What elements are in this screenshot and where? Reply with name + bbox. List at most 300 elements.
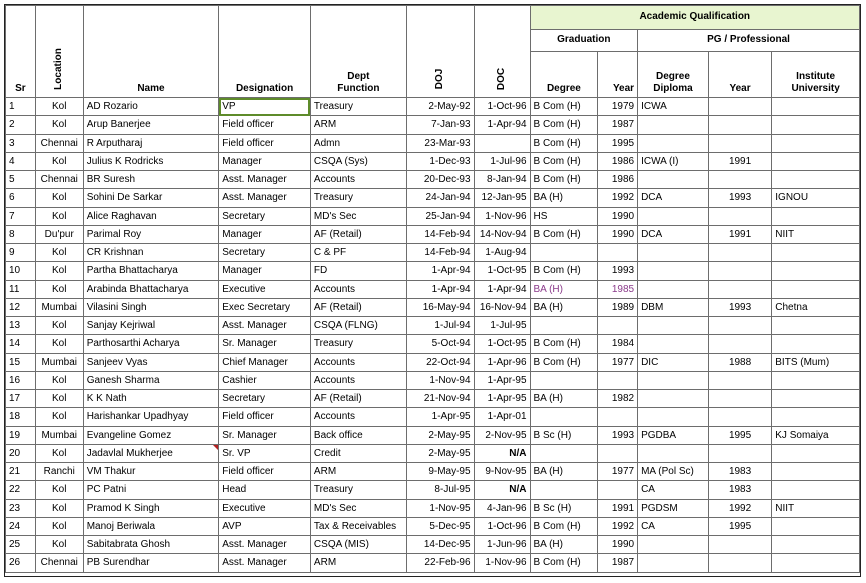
- cell-degree[interactable]: B Com (H): [530, 116, 598, 134]
- cell-degree[interactable]: BA (H): [530, 189, 598, 207]
- header-degree-diploma[interactable]: Degree Diploma: [638, 52, 709, 98]
- cell-dept[interactable]: Accounts: [310, 371, 406, 389]
- cell-designation[interactable]: Exec Secretary: [219, 298, 311, 316]
- cell-location[interactable]: Kol: [35, 335, 83, 353]
- cell-name[interactable]: Jadavlal Mukherjee: [83, 444, 219, 462]
- cell-year[interactable]: 1995: [598, 134, 638, 152]
- cell-degree[interactable]: [530, 408, 598, 426]
- cell-doj[interactable]: 22-Oct-94: [406, 353, 474, 371]
- cell-degree[interactable]: B Com (H): [530, 517, 598, 535]
- cell-pg-degree[interactable]: [638, 134, 709, 152]
- cell-designation[interactable]: Field officer: [219, 134, 311, 152]
- cell-doc[interactable]: 1-Jul-95: [474, 317, 530, 335]
- cell-sr[interactable]: 17: [6, 390, 36, 408]
- cell-pg-year[interactable]: 1991: [708, 152, 771, 170]
- cell-year[interactable]: 1993: [598, 426, 638, 444]
- cell-degree[interactable]: BA (H): [530, 280, 598, 298]
- cell-designation[interactable]: Secretary: [219, 207, 311, 225]
- cell-year[interactable]: 1993: [598, 262, 638, 280]
- cell-institute[interactable]: [772, 207, 860, 225]
- cell-pg-degree[interactable]: CA: [638, 517, 709, 535]
- cell-name[interactable]: AD Rozario: [83, 98, 219, 116]
- cell-pg-degree[interactable]: MA (Pol Sc): [638, 463, 709, 481]
- cell-doc[interactable]: 1-Oct-95: [474, 335, 530, 353]
- cell-doc[interactable]: 9-Nov-95: [474, 463, 530, 481]
- cell-degree[interactable]: B Sc (H): [530, 499, 598, 517]
- cell-doc[interactable]: N/A: [474, 481, 530, 499]
- cell-doc[interactable]: 16-Nov-94: [474, 298, 530, 316]
- cell-pg-degree[interactable]: [638, 444, 709, 462]
- cell-degree[interactable]: B Com (H): [530, 225, 598, 243]
- cell-pg-year[interactable]: [708, 134, 771, 152]
- cell-name[interactable]: VM Thakur: [83, 463, 219, 481]
- cell-doc[interactable]: 1-Oct-96: [474, 517, 530, 535]
- cell-name[interactable]: Pramod K Singh: [83, 499, 219, 517]
- cell-sr[interactable]: 1: [6, 98, 36, 116]
- header-pg-year[interactable]: Year: [708, 52, 771, 98]
- cell-doc[interactable]: 12-Jan-95: [474, 189, 530, 207]
- cell-institute[interactable]: [772, 517, 860, 535]
- cell-degree[interactable]: BA (H): [530, 536, 598, 554]
- cell-degree[interactable]: [530, 444, 598, 462]
- cell-designation[interactable]: Secretary: [219, 244, 311, 262]
- cell-name[interactable]: CR Krishnan: [83, 244, 219, 262]
- cell-designation[interactable]: Manager: [219, 225, 311, 243]
- cell-year[interactable]: [598, 317, 638, 335]
- cell-doj[interactable]: 1-Apr-95: [406, 408, 474, 426]
- cell-doj[interactable]: 20-Dec-93: [406, 171, 474, 189]
- header-location[interactable]: Location: [35, 6, 83, 98]
- cell-designation[interactable]: Manager: [219, 152, 311, 170]
- cell-location[interactable]: Du'pur: [35, 225, 83, 243]
- cell-pg-year[interactable]: 1991: [708, 225, 771, 243]
- cell-doc[interactable]: 1-Jul-96: [474, 152, 530, 170]
- cell-pg-year[interactable]: [708, 262, 771, 280]
- cell-institute[interactable]: [772, 152, 860, 170]
- cell-degree[interactable]: BA (H): [530, 298, 598, 316]
- cell-name[interactable]: Harishankar Upadhyay: [83, 408, 219, 426]
- cell-location[interactable]: Kol: [35, 98, 83, 116]
- cell-name[interactable]: R Arputharaj: [83, 134, 219, 152]
- cell-institute[interactable]: KJ Somaiya: [772, 426, 860, 444]
- cell-location[interactable]: Kol: [35, 152, 83, 170]
- cell-institute[interactable]: [772, 171, 860, 189]
- cell-institute[interactable]: [772, 134, 860, 152]
- cell-doc[interactable]: 1-Nov-96: [474, 207, 530, 225]
- cell-institute[interactable]: Chetna: [772, 298, 860, 316]
- header-name[interactable]: Name: [83, 6, 219, 98]
- cell-designation[interactable]: Secretary: [219, 390, 311, 408]
- cell-sr[interactable]: 21: [6, 463, 36, 481]
- cell-name[interactable]: Sabitabrata Ghosh: [83, 536, 219, 554]
- cell-doj[interactable]: 5-Dec-95: [406, 517, 474, 535]
- cell-designation[interactable]: Asst. Manager: [219, 554, 311, 572]
- cell-dept[interactable]: Accounts: [310, 171, 406, 189]
- cell-degree[interactable]: BA (H): [530, 463, 598, 481]
- cell-designation[interactable]: Asst. Manager: [219, 536, 311, 554]
- cell-institute[interactable]: [772, 536, 860, 554]
- cell-sr[interactable]: 24: [6, 517, 36, 535]
- cell-institute[interactable]: [772, 262, 860, 280]
- cell-year[interactable]: 1986: [598, 152, 638, 170]
- cell-degree[interactable]: B Com (H): [530, 335, 598, 353]
- cell-institute[interactable]: [772, 390, 860, 408]
- cell-dept[interactable]: Accounts: [310, 408, 406, 426]
- cell-doc[interactable]: 1-Oct-95: [474, 262, 530, 280]
- cell-pg-year[interactable]: [708, 536, 771, 554]
- cell-institute[interactable]: IGNOU: [772, 189, 860, 207]
- cell-pg-year[interactable]: [708, 317, 771, 335]
- cell-doj[interactable]: 1-Nov-95: [406, 499, 474, 517]
- cell-pg-year[interactable]: [708, 244, 771, 262]
- cell-name[interactable]: K K Nath: [83, 390, 219, 408]
- cell-designation[interactable]: Asst. Manager: [219, 189, 311, 207]
- cell-institute[interactable]: [772, 554, 860, 572]
- cell-pg-year[interactable]: 1983: [708, 481, 771, 499]
- cell-name[interactable]: Ganesh Sharma: [83, 371, 219, 389]
- header-academic-qualification[interactable]: Academic Qualification: [530, 6, 859, 30]
- cell-year[interactable]: 1990: [598, 536, 638, 554]
- cell-institute[interactable]: [772, 280, 860, 298]
- header-pg-professional[interactable]: PG / Professional: [638, 30, 860, 52]
- cell-name[interactable]: Parthosarthi Acharya: [83, 335, 219, 353]
- cell-institute[interactable]: [772, 317, 860, 335]
- cell-pg-year[interactable]: [708, 444, 771, 462]
- cell-designation[interactable]: Field officer: [219, 116, 311, 134]
- cell-pg-year[interactable]: 1993: [708, 298, 771, 316]
- header-degree[interactable]: Degree: [530, 52, 598, 98]
- cell-name[interactable]: BR Suresh: [83, 171, 219, 189]
- cell-pg-year[interactable]: [708, 390, 771, 408]
- cell-location[interactable]: Chennai: [35, 134, 83, 152]
- cell-pg-year[interactable]: [708, 207, 771, 225]
- cell-dept[interactable]: Admn: [310, 134, 406, 152]
- cell-institute[interactable]: [772, 244, 860, 262]
- cell-doc[interactable]: [474, 134, 530, 152]
- cell-degree[interactable]: B Com (H): [530, 171, 598, 189]
- cell-sr[interactable]: 9: [6, 244, 36, 262]
- cell-institute[interactable]: [772, 481, 860, 499]
- cell-doc[interactable]: 1-Jun-96: [474, 536, 530, 554]
- cell-doc[interactable]: 1-Apr-94: [474, 280, 530, 298]
- cell-doj[interactable]: 2-May-95: [406, 426, 474, 444]
- cell-dept[interactable]: Tax & Receivables: [310, 517, 406, 535]
- cell-doc[interactable]: 14-Nov-94: [474, 225, 530, 243]
- cell-pg-degree[interactable]: [638, 280, 709, 298]
- cell-name[interactable]: Alice Raghavan: [83, 207, 219, 225]
- cell-year[interactable]: 1990: [598, 207, 638, 225]
- cell-dept[interactable]: ARM: [310, 554, 406, 572]
- cell-doj[interactable]: 2-May-92: [406, 98, 474, 116]
- cell-year[interactable]: 1984: [598, 335, 638, 353]
- cell-dept[interactable]: ARM: [310, 463, 406, 481]
- cell-location[interactable]: Kol: [35, 517, 83, 535]
- cell-year[interactable]: 1985: [598, 280, 638, 298]
- cell-doc[interactable]: N/A: [474, 444, 530, 462]
- cell-sr[interactable]: 20: [6, 444, 36, 462]
- cell-pg-degree[interactable]: CA: [638, 481, 709, 499]
- cell-pg-degree[interactable]: [638, 390, 709, 408]
- cell-doj[interactable]: 21-Nov-94: [406, 390, 474, 408]
- cell-degree[interactable]: [530, 317, 598, 335]
- cell-sr[interactable]: 23: [6, 499, 36, 517]
- cell-doc[interactable]: 2-Nov-95: [474, 426, 530, 444]
- cell-location[interactable]: Kol: [35, 280, 83, 298]
- cell-year[interactable]: 1992: [598, 189, 638, 207]
- cell-sr[interactable]: 3: [6, 134, 36, 152]
- cell-degree[interactable]: BA (H): [530, 390, 598, 408]
- cell-pg-year[interactable]: 1995: [708, 517, 771, 535]
- cell-pg-year[interactable]: 1993: [708, 189, 771, 207]
- cell-dept[interactable]: Accounts: [310, 280, 406, 298]
- cell-location[interactable]: Mumbai: [35, 426, 83, 444]
- cell-doc[interactable]: 1-Apr-94: [474, 116, 530, 134]
- cell-designation[interactable]: Field officer: [219, 408, 311, 426]
- cell-year[interactable]: [598, 244, 638, 262]
- cell-pg-degree[interactable]: [638, 371, 709, 389]
- cell-pg-year[interactable]: [708, 408, 771, 426]
- cell-sr[interactable]: 7: [6, 207, 36, 225]
- cell-degree[interactable]: [530, 481, 598, 499]
- cell-name[interactable]: PB Surendhar: [83, 554, 219, 572]
- cell-designation[interactable]: Sr. VP: [219, 444, 311, 462]
- cell-doj[interactable]: 25-Jan-94: [406, 207, 474, 225]
- header-doc[interactable]: DOC: [474, 6, 530, 98]
- cell-doc[interactable]: 1-Nov-96: [474, 554, 530, 572]
- cell-dept[interactable]: Credit: [310, 444, 406, 462]
- cell-degree[interactable]: B Com (H): [530, 262, 598, 280]
- cell-pg-degree[interactable]: [638, 317, 709, 335]
- cell-dept[interactable]: Treasury: [310, 335, 406, 353]
- header-institute[interactable]: Institute University: [772, 52, 860, 98]
- cell-name[interactable]: Sanjay Kejriwal: [83, 317, 219, 335]
- cell-location[interactable]: Kol: [35, 262, 83, 280]
- cell-doj[interactable]: 8-Jul-95: [406, 481, 474, 499]
- cell-degree[interactable]: B Com (H): [530, 134, 598, 152]
- cell-sr[interactable]: 4: [6, 152, 36, 170]
- cell-location[interactable]: Kol: [35, 317, 83, 335]
- cell-location[interactable]: Chennai: [35, 171, 83, 189]
- cell-year[interactable]: 1982: [598, 390, 638, 408]
- cell-dept[interactable]: CSQA (FLNG): [310, 317, 406, 335]
- cell-doc[interactable]: 1-Apr-01: [474, 408, 530, 426]
- cell-degree[interactable]: B Com (H): [530, 152, 598, 170]
- cell-institute[interactable]: [772, 463, 860, 481]
- cell-location[interactable]: Kol: [35, 390, 83, 408]
- cell-name[interactable]: Vilasini Singh: [83, 298, 219, 316]
- cell-doj[interactable]: 22-Feb-96: [406, 554, 474, 572]
- cell-designation[interactable]: Cashier: [219, 371, 311, 389]
- cell-pg-degree[interactable]: [638, 554, 709, 572]
- cell-sr[interactable]: 15: [6, 353, 36, 371]
- cell-pg-degree[interactable]: [638, 408, 709, 426]
- cell-doc[interactable]: 1-Apr-96: [474, 353, 530, 371]
- cell-doj[interactable]: 14-Dec-95: [406, 536, 474, 554]
- cell-doj[interactable]: 1-Jul-94: [406, 317, 474, 335]
- cell-degree[interactable]: B Com (H): [530, 98, 598, 116]
- cell-year[interactable]: 1991: [598, 499, 638, 517]
- cell-designation[interactable]: Executive: [219, 280, 311, 298]
- cell-dept[interactable]: ARM: [310, 116, 406, 134]
- cell-degree[interactable]: HS: [530, 207, 598, 225]
- cell-designation[interactable]: Executive: [219, 499, 311, 517]
- cell-pg-year[interactable]: [708, 171, 771, 189]
- cell-doj[interactable]: 5-Oct-94: [406, 335, 474, 353]
- cell-pg-degree[interactable]: [638, 171, 709, 189]
- cell-sr[interactable]: 11: [6, 280, 36, 298]
- cell-location[interactable]: Chennai: [35, 554, 83, 572]
- cell-pg-year[interactable]: [708, 280, 771, 298]
- cell-doj[interactable]: 24-Jan-94: [406, 189, 474, 207]
- cell-year[interactable]: 1987: [598, 116, 638, 134]
- cell-doc[interactable]: 1-Oct-96: [474, 98, 530, 116]
- cell-name[interactable]: Sanjeev Vyas: [83, 353, 219, 371]
- cell-doj[interactable]: 7-Jan-93: [406, 116, 474, 134]
- cell-sr[interactable]: 14: [6, 335, 36, 353]
- cell-location[interactable]: Kol: [35, 444, 83, 462]
- cell-institute[interactable]: NIIT: [772, 499, 860, 517]
- cell-pg-degree[interactable]: [638, 116, 709, 134]
- cell-location[interactable]: Kol: [35, 536, 83, 554]
- header-dept-function[interactable]: Dept Function: [310, 6, 406, 98]
- cell-sr[interactable]: 6: [6, 189, 36, 207]
- cell-pg-degree[interactable]: [638, 536, 709, 554]
- cell-dept[interactable]: Back office: [310, 426, 406, 444]
- cell-pg-year[interactable]: 1992: [708, 499, 771, 517]
- cell-location[interactable]: Mumbai: [35, 353, 83, 371]
- cell-year[interactable]: [598, 371, 638, 389]
- cell-dept[interactable]: AF (Retail): [310, 298, 406, 316]
- cell-pg-year[interactable]: [708, 371, 771, 389]
- cell-doc[interactable]: 8-Jan-94: [474, 171, 530, 189]
- cell-institute[interactable]: [772, 98, 860, 116]
- cell-sr[interactable]: 12: [6, 298, 36, 316]
- cell-dept[interactable]: CSQA (Sys): [310, 152, 406, 170]
- cell-sr[interactable]: 2: [6, 116, 36, 134]
- cell-name[interactable]: PC Patni: [83, 481, 219, 499]
- cell-designation[interactable]: Sr. Manager: [219, 426, 311, 444]
- cell-doj[interactable]: 14-Feb-94: [406, 244, 474, 262]
- cell-doj[interactable]: 9-May-95: [406, 463, 474, 481]
- cell-sr[interactable]: 22: [6, 481, 36, 499]
- cell-institute[interactable]: [772, 444, 860, 462]
- header-doj[interactable]: DOJ: [406, 6, 474, 98]
- cell-pg-year[interactable]: [708, 116, 771, 134]
- cell-dept[interactable]: C & PF: [310, 244, 406, 262]
- cell-doj[interactable]: 1-Apr-94: [406, 280, 474, 298]
- cell-sr[interactable]: 8: [6, 225, 36, 243]
- cell-pg-year[interactable]: [708, 554, 771, 572]
- cell-pg-degree[interactable]: [638, 244, 709, 262]
- header-sr[interactable]: Sr: [6, 6, 36, 98]
- cell-pg-degree[interactable]: DBM: [638, 298, 709, 316]
- cell-name[interactable]: Manoj Beriwala: [83, 517, 219, 535]
- cell-pg-degree[interactable]: ICWA (I): [638, 152, 709, 170]
- cell-dept[interactable]: Treasury: [310, 481, 406, 499]
- cell-doj[interactable]: 23-Mar-93: [406, 134, 474, 152]
- cell-designation[interactable]: VP: [219, 98, 311, 116]
- cell-sr[interactable]: 26: [6, 554, 36, 572]
- cell-designation[interactable]: Chief Manager: [219, 353, 311, 371]
- cell-sr[interactable]: 13: [6, 317, 36, 335]
- cell-year[interactable]: 1977: [598, 463, 638, 481]
- cell-pg-degree[interactable]: DCA: [638, 189, 709, 207]
- cell-year[interactable]: [598, 444, 638, 462]
- cell-year[interactable]: 1989: [598, 298, 638, 316]
- cell-pg-degree[interactable]: [638, 262, 709, 280]
- cell-designation[interactable]: AVP: [219, 517, 311, 535]
- cell-location[interactable]: Kol: [35, 207, 83, 225]
- cell-institute[interactable]: BITS (Mum): [772, 353, 860, 371]
- cell-location[interactable]: Kol: [35, 481, 83, 499]
- cell-year[interactable]: 1979: [598, 98, 638, 116]
- cell-pg-degree[interactable]: [638, 207, 709, 225]
- cell-year[interactable]: 1986: [598, 171, 638, 189]
- cell-location[interactable]: Mumbai: [35, 298, 83, 316]
- cell-location[interactable]: Kol: [35, 116, 83, 134]
- cell-location[interactable]: Kol: [35, 244, 83, 262]
- cell-doj[interactable]: 14-Feb-94: [406, 225, 474, 243]
- cell-sr[interactable]: 10: [6, 262, 36, 280]
- cell-year[interactable]: 1987: [598, 554, 638, 572]
- cell-degree[interactable]: B Com (H): [530, 554, 598, 572]
- cell-sr[interactable]: 19: [6, 426, 36, 444]
- cell-name[interactable]: Partha Bhattacharya: [83, 262, 219, 280]
- cell-pg-year[interactable]: 1988: [708, 353, 771, 371]
- cell-pg-degree[interactable]: PGDBA: [638, 426, 709, 444]
- cell-sr[interactable]: 5: [6, 171, 36, 189]
- cell-designation[interactable]: Manager: [219, 262, 311, 280]
- cell-pg-year[interactable]: 1995: [708, 426, 771, 444]
- cell-location[interactable]: Ranchi: [35, 463, 83, 481]
- cell-designation[interactable]: Asst. Manager: [219, 317, 311, 335]
- cell-year[interactable]: 1992: [598, 517, 638, 535]
- cell-location[interactable]: Kol: [35, 371, 83, 389]
- cell-pg-degree[interactable]: [638, 335, 709, 353]
- cell-sr[interactable]: 18: [6, 408, 36, 426]
- cell-dept[interactable]: Treasury: [310, 189, 406, 207]
- cell-doj[interactable]: 16-May-94: [406, 298, 474, 316]
- cell-dept[interactable]: Treasury: [310, 98, 406, 116]
- cell-year[interactable]: [598, 408, 638, 426]
- cell-designation[interactable]: Field officer: [219, 463, 311, 481]
- cell-dept[interactable]: CSQA (MIS): [310, 536, 406, 554]
- cell-pg-degree[interactable]: DCA: [638, 225, 709, 243]
- cell-name[interactable]: Parimal Roy: [83, 225, 219, 243]
- cell-pg-year[interactable]: 1983: [708, 463, 771, 481]
- cell-institute[interactable]: [772, 116, 860, 134]
- cell-year[interactable]: 1990: [598, 225, 638, 243]
- header-designation[interactable]: Designation: [219, 6, 311, 98]
- cell-sr[interactable]: 16: [6, 371, 36, 389]
- cell-doj[interactable]: 1-Dec-93: [406, 152, 474, 170]
- cell-institute[interactable]: NIIT: [772, 225, 860, 243]
- cell-name[interactable]: Evangeline Gomez: [83, 426, 219, 444]
- cell-name[interactable]: Arup Banerjee: [83, 116, 219, 134]
- cell-pg-degree[interactable]: DIC: [638, 353, 709, 371]
- header-year[interactable]: Year: [598, 52, 638, 98]
- cell-year[interactable]: [598, 481, 638, 499]
- cell-sr[interactable]: 25: [6, 536, 36, 554]
- cell-year[interactable]: 1977: [598, 353, 638, 371]
- cell-designation[interactable]: Head: [219, 481, 311, 499]
- cell-designation[interactable]: Sr. Manager: [219, 335, 311, 353]
- cell-doc[interactable]: 1-Apr-95: [474, 371, 530, 389]
- cell-doj[interactable]: 1-Nov-94: [406, 371, 474, 389]
- cell-dept[interactable]: Accounts: [310, 353, 406, 371]
- cell-name[interactable]: Arabinda Bhattacharya: [83, 280, 219, 298]
- cell-designation[interactable]: Asst. Manager: [219, 171, 311, 189]
